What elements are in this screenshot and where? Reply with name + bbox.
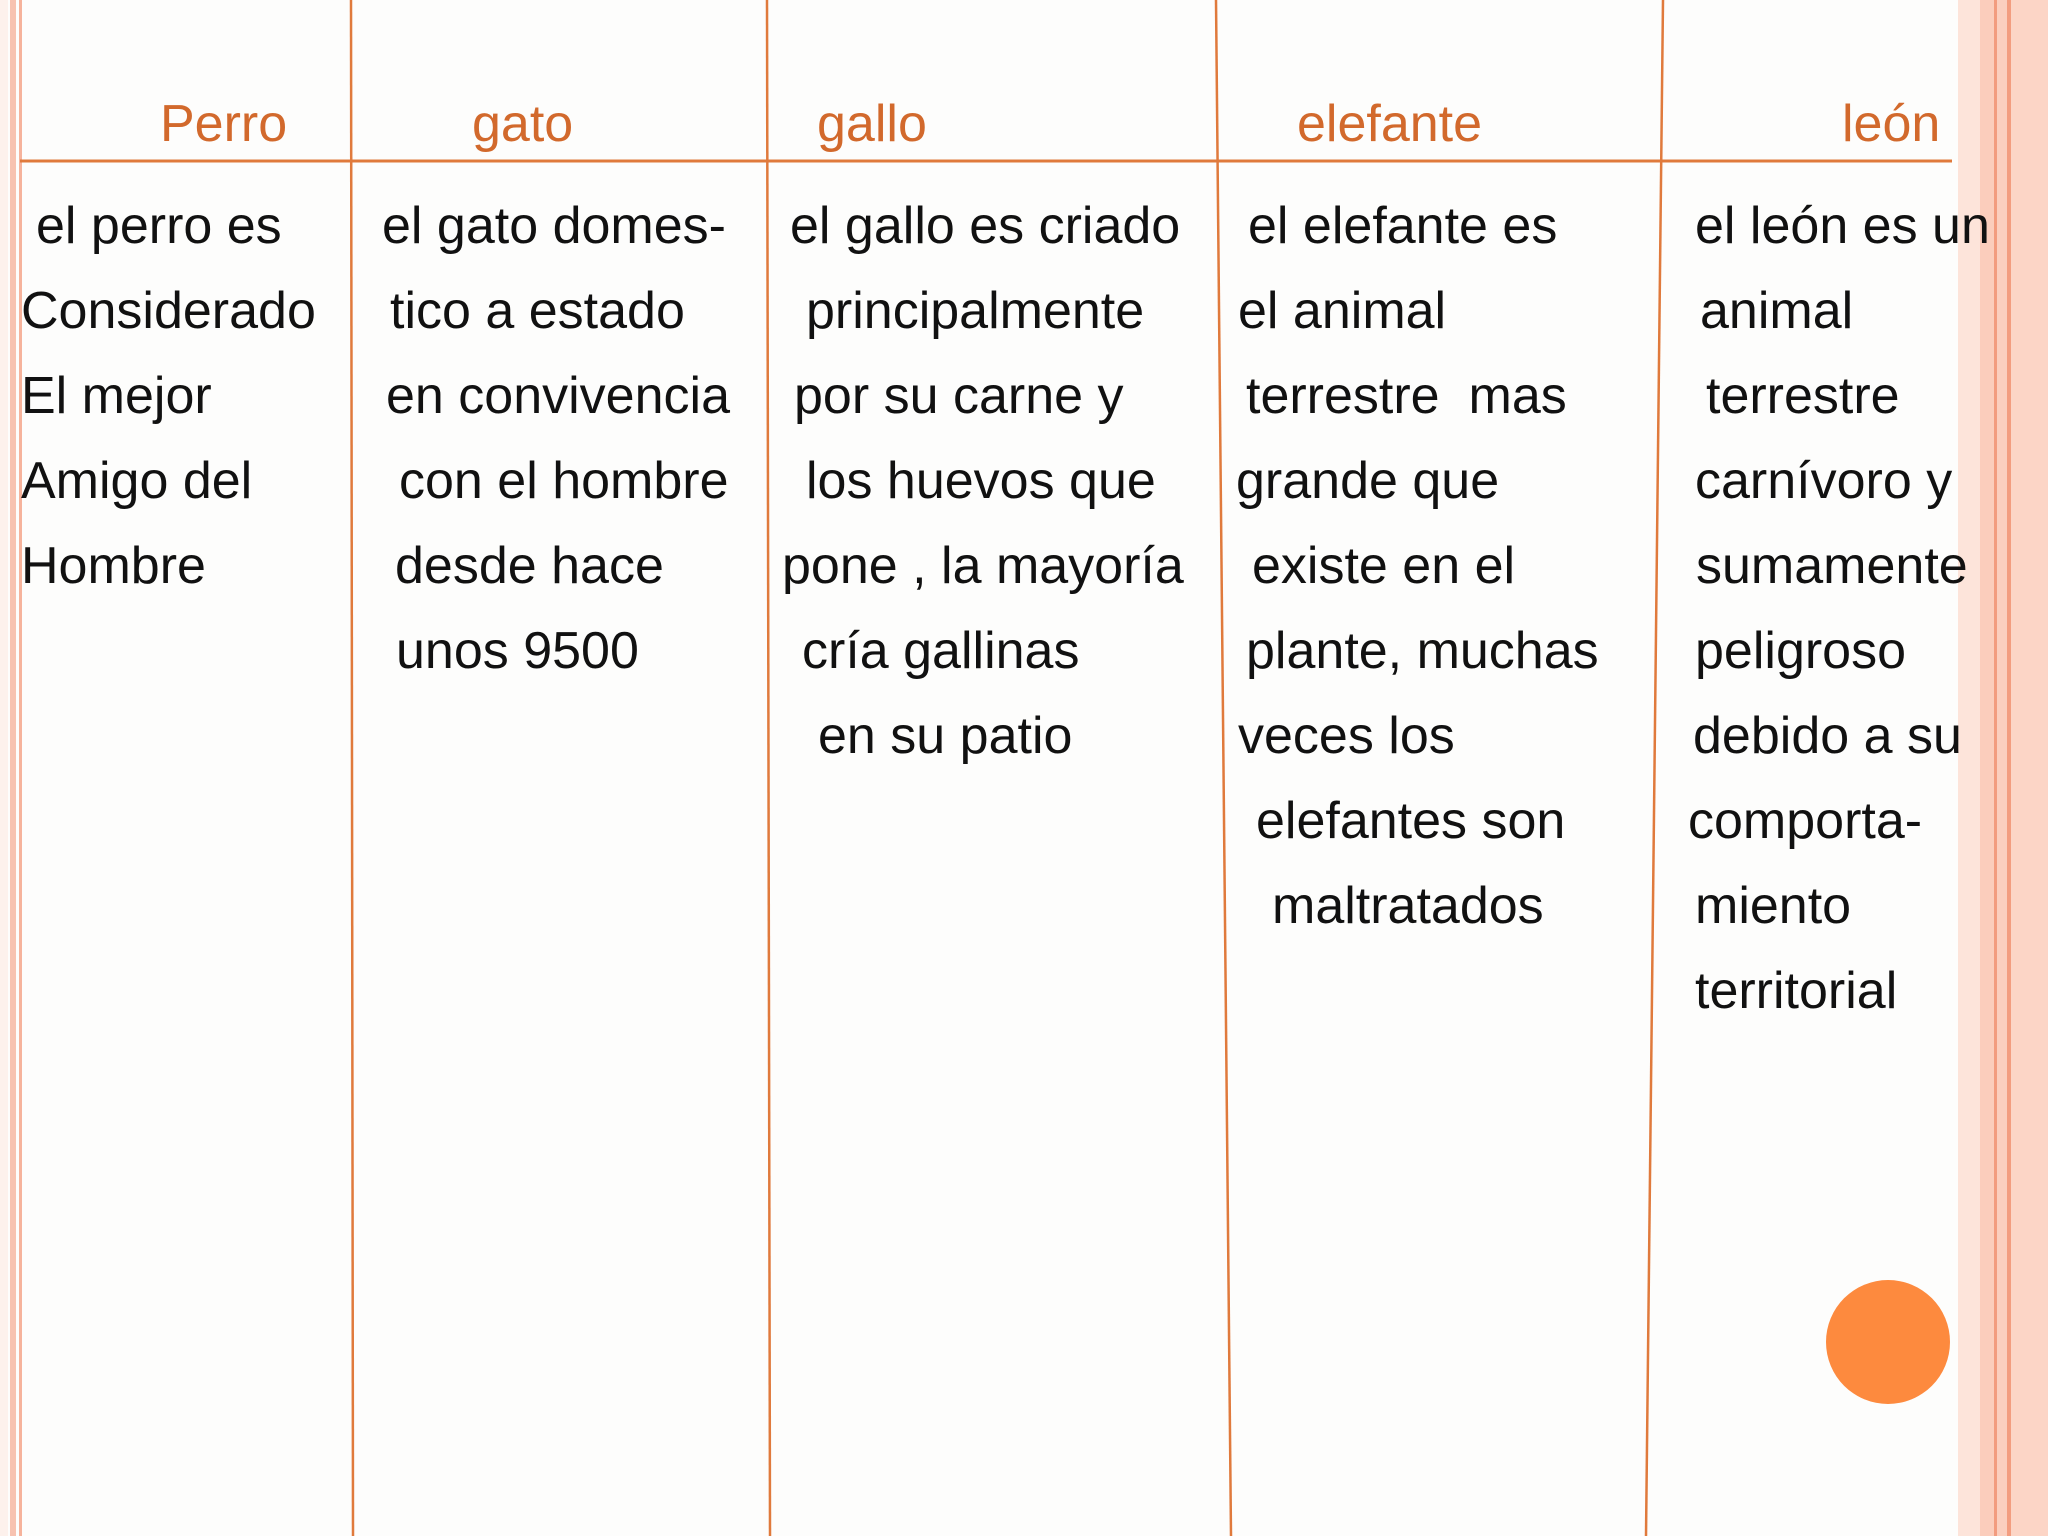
text-line: en su patio — [818, 707, 1073, 765]
text-line: peligroso — [1695, 622, 1907, 680]
text-line: existe en el — [1252, 537, 1516, 595]
text-line: elefantes son — [1256, 792, 1566, 850]
text-line: territorial — [1695, 962, 1898, 1020]
text-line: animal — [1700, 282, 1854, 340]
text-line: comporta- — [1688, 792, 1923, 850]
text-line: sumamente — [1696, 537, 1968, 595]
text-line: en convivencia — [386, 367, 730, 425]
text-line: cría gallinas — [802, 622, 1080, 680]
text-line: el perro es — [36, 197, 282, 255]
header-gallo: gallo — [817, 95, 927, 153]
text-line: veces los — [1238, 707, 1455, 765]
header-leon: león — [1842, 95, 1941, 153]
text-line: tico a estado — [390, 282, 685, 340]
text-line: debido a su — [1693, 707, 1962, 765]
text-line: maltratados — [1272, 877, 1544, 935]
text-line: miento — [1695, 877, 1852, 935]
text-line: terrestre mas — [1246, 367, 1567, 425]
text-line: Considerado — [21, 282, 316, 340]
header-elefante: elefante — [1297, 95, 1483, 153]
text-line: carnívoro y — [1695, 452, 1953, 510]
text-line: los huevos que — [806, 452, 1156, 510]
text-line: con el hombre — [399, 452, 729, 510]
header-perro: Perro — [160, 95, 288, 153]
header-gato: gato — [472, 95, 574, 153]
text-line: unos 9500 — [396, 622, 639, 680]
column-leon-text — [0, 184, 1990, 1034]
text-line: el gato domes- — [382, 197, 726, 255]
text-line: el elefante es — [1248, 197, 1558, 255]
text-line: El mejor — [21, 367, 212, 425]
text-line: el león es un — [1695, 197, 1990, 255]
text-line: por su carne y — [794, 367, 1124, 425]
text-line: terrestre — [1706, 367, 1900, 425]
text-line: grande que — [1236, 452, 1500, 510]
text-line: el animal — [1238, 282, 1447, 340]
text-line: Amigo del — [21, 452, 253, 510]
text-line: principalmente — [806, 282, 1145, 340]
text-line: Hombre — [21, 537, 206, 595]
text-line: pone , la mayoría — [782, 537, 1184, 595]
text-line: desde hace — [395, 537, 664, 595]
text-line: plante, muchas — [1246, 622, 1599, 680]
text-line: el gallo es criado — [790, 197, 1181, 255]
decorative-circle — [1826, 1280, 1950, 1404]
